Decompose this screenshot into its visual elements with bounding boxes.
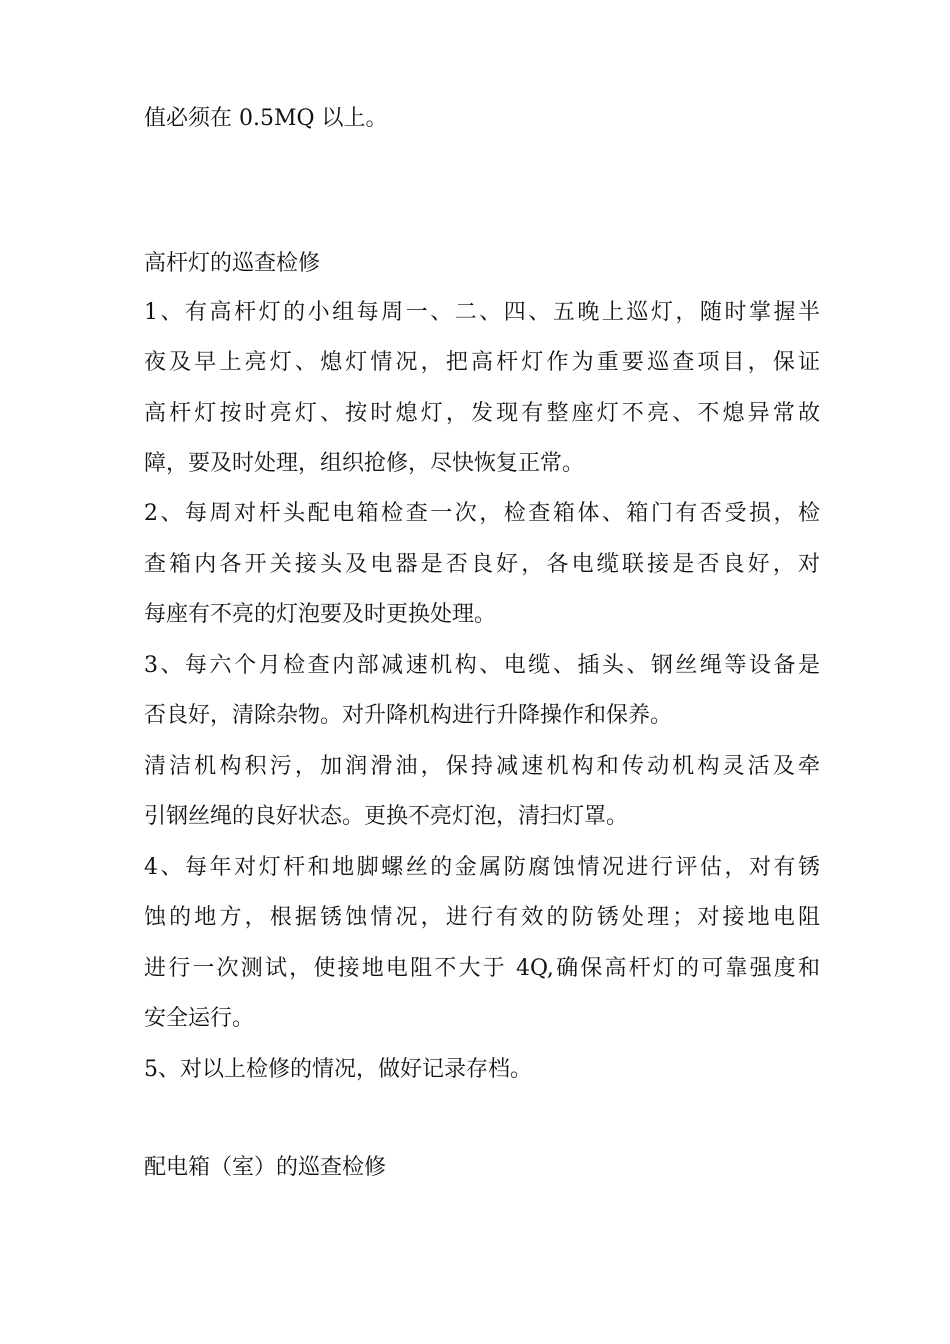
paragraph-line: 进行一次测试，使接地电阻不大于 4Q,确保高杆灯的可靠强度和 (144, 956, 820, 981)
section-heading: 高杆灯的巡查检修 (144, 251, 321, 276)
paragraph-line: 清洁机构积污，加润滑油，保持减速机构和传动机构灵活及牵 (144, 754, 820, 779)
paragraph-line: 2、每周对杆头配电箱检查一次，检查箱体、箱门有否受损，检 (144, 501, 820, 526)
paragraph-line: 每座有不亮的灯泡要及时更换处理。 (144, 602, 497, 627)
paragraph-line: 夜及早上亮灯、熄灯情况，把高杆灯作为重要巡查项目，保证 (144, 350, 820, 375)
paragraph-line: 障，要及时处理，组织抢修，尽快恢复正常。 (144, 451, 585, 476)
paragraph-line: 4、每年对灯杆和地脚螺丝的金属防腐蚀情况进行评估，对有锈 (144, 855, 820, 880)
paragraph-line: 否良好，清除杂物。对升降机构进行升降操作和保养。 (144, 703, 673, 728)
paragraph-line: 3、每六个月检查内部减速机构、电缆、插头、钢丝绳等设备是 (144, 653, 820, 678)
paragraph-line: 高杆灯按时亮灯、按时熄灯，发现有整座灯不亮、不熄异常故 (144, 401, 820, 426)
paragraph-line: 1、有高杆灯的小组每周一、二、四、五晚上巡灯，随时掌握半 (144, 300, 820, 325)
paragraph-line: 查箱内各开关接头及电器是否良好，各电缆联接是否良好，对 (144, 552, 820, 577)
paragraph-line: 蚀的地方，根据锈蚀情况，进行有效的防锈处理；对接地电阻 (144, 905, 820, 930)
paragraph-line: 5、对以上检修的情况，做好记录存档。 (144, 1057, 532, 1082)
section-heading: 配电箱（室）的巡查检修 (144, 1155, 387, 1180)
paragraph-line: 值必须在 0.5MQ 以上。 (144, 106, 388, 131)
paragraph-line: 安全运行。 (144, 1006, 255, 1031)
paragraph-line: 引钢丝绳的良好状态。更换不亮灯泡，清扫灯罩。 (144, 804, 629, 829)
